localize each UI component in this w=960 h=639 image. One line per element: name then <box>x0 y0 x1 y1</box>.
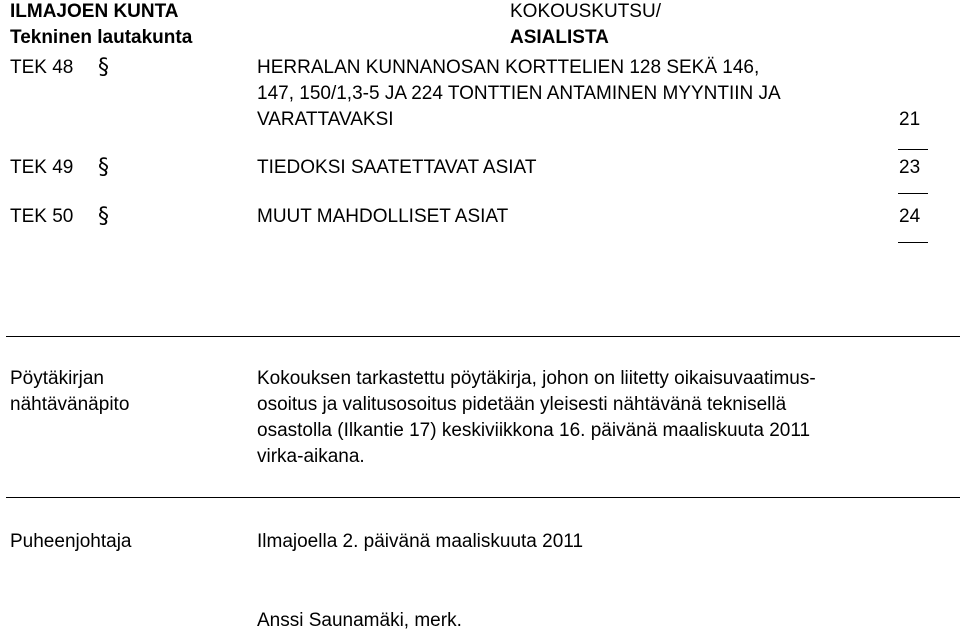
agenda-item-code: TEK 49 <box>10 157 74 178</box>
agenda-item-title-line: TIEDOKSI SAATETTAVAT ASIAT <box>257 157 537 178</box>
organization-name: ILMAJOEN KUNTA <box>10 1 179 22</box>
agenda-item-page: 24 <box>899 206 921 227</box>
section-divider <box>6 336 960 337</box>
notice-text-line: Kokouksen tarkastettu pöytäkirja, johon on liitetty oikaisuvaatimus- <box>257 368 816 389</box>
notice-text-line: virka-aikana. <box>257 446 365 467</box>
agenda-item-title-line: 147, 150/1,3-5 JA 224 TONTTIEN ANTAMINEN MYYNTIIN JA <box>257 83 781 104</box>
signature-label: Puheenjohtaja <box>10 531 132 552</box>
agenda-item-page: 21 <box>899 109 921 130</box>
agenda-item-code: TEK 50 <box>10 206 74 227</box>
page-number-underline <box>898 193 928 194</box>
signer-name: Anssi Saunamäki, merk. <box>257 610 462 631</box>
section-sign-icon: § <box>98 204 109 229</box>
notice-text-line: osastolla (Ilkantie 17) keskiviikkona 16. päivänä maaliskuuta 2011 <box>257 420 811 441</box>
agenda-item-code: TEK 48 <box>10 57 74 78</box>
notice-label-line: nähtävänäpito <box>10 394 130 415</box>
agenda-item-title-line: HERRALAN KUNNANOSAN KORTTELIEN 128 SEKÄ 146, <box>257 57 760 78</box>
agenda-item-title-line: VARATTAVAKSI <box>257 109 394 130</box>
agenda-item-title-line: MUUT MAHDOLLISET ASIAT <box>257 206 509 227</box>
document-subtype: ASIALISTA <box>510 27 609 48</box>
section-divider <box>6 497 960 498</box>
document-type: KOKOUSKUTSU/ <box>510 1 661 22</box>
signature-place-date: Ilmajoella 2. päivänä maaliskuuta 2011 <box>257 531 584 552</box>
board-name: Tekninen lautakunta <box>10 27 193 48</box>
agenda-item-page: 23 <box>899 157 921 178</box>
notice-text-line: osoitus ja valitusosoitus pidetään yleisesti nähtävänä teknisellä <box>257 394 787 415</box>
section-sign-icon: § <box>98 55 109 80</box>
notice-label-line: Pöytäkirjan <box>10 368 104 389</box>
page-number-underline <box>898 149 928 150</box>
page-number-underline <box>898 242 928 243</box>
section-sign-icon: § <box>98 155 109 180</box>
